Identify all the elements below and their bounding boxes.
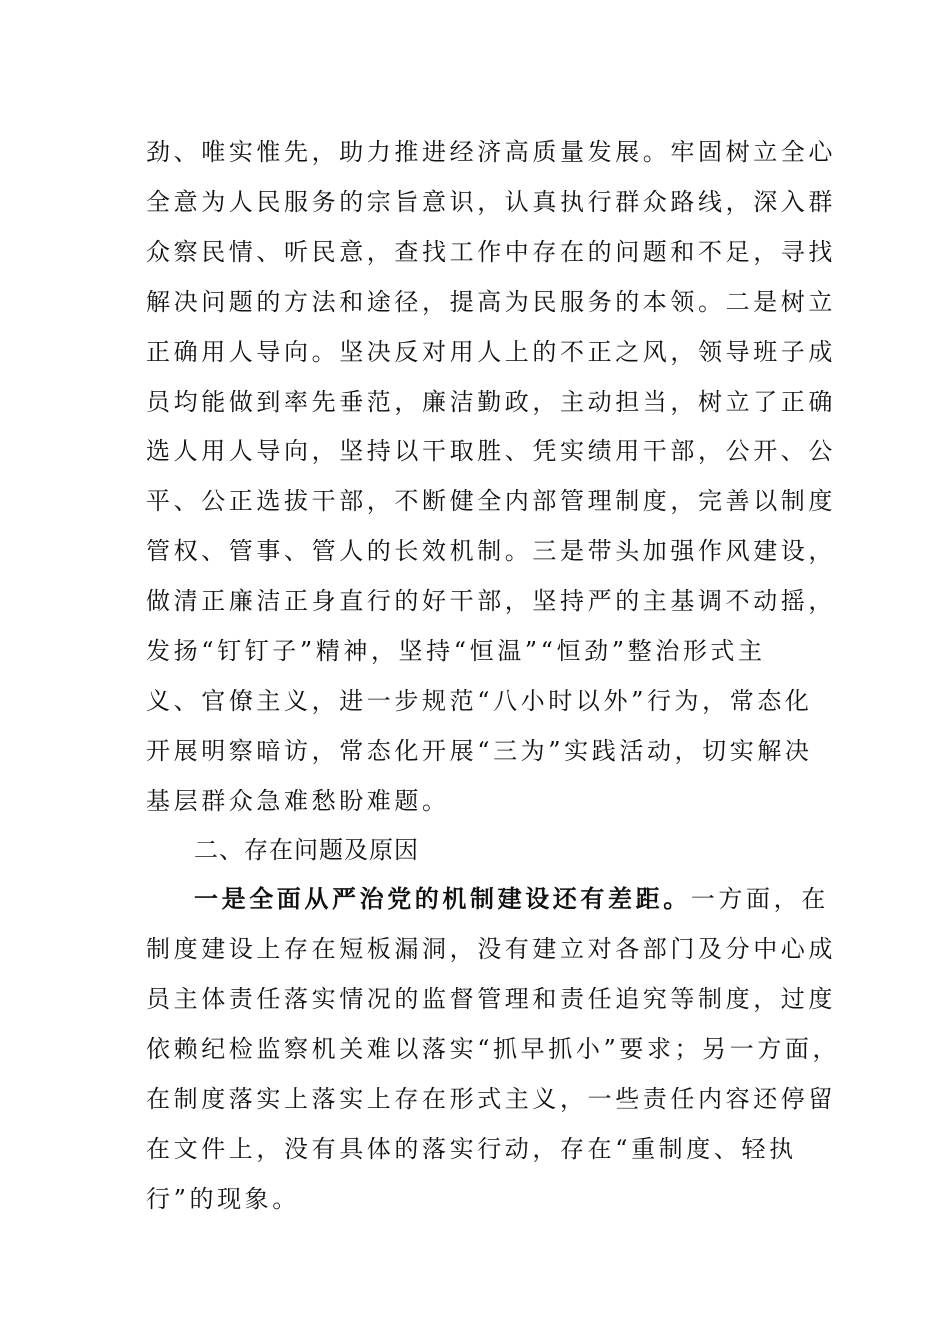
paragraph-1-line-10: 做清正廉洁正身直行的好干部，坚持严的主基调不动摇， <box>146 587 836 615</box>
paragraph-1-line-14: 基层群众急难愁盼难题。 <box>146 787 450 815</box>
paragraph-2-line-6: 在文件上，没有具体的落实行动，存在“重制度、轻执 <box>146 1135 797 1163</box>
paragraph-2-line-5: 在制度落实上落实上存在形式主义，一些责任内容还停留 <box>146 1085 836 1113</box>
section-heading: 二、存在问题及原因 <box>194 836 419 864</box>
paragraph-1-line-12: 义、官僚主义，进一步规范“八小时以外”行为，常态化 <box>146 687 813 715</box>
paragraph-1-line-11: 发扬“钉钉子”精神，坚持“恒温”“恒劲”整治形式主 <box>146 637 766 665</box>
paragraph-1-line-9: 管权、管事、管人的长效机制。三是带头加强作风建设， <box>146 537 836 565</box>
paragraph-1-line-5: 正确用人导向。坚决反对用人上的不正之风，领导班子成 <box>146 338 836 366</box>
paragraph-2-line-1 <box>194 874 874 924</box>
paragraph-1-line-6: 员均能做到率先垂范，廉洁勤政，主动担当，树立了正确 <box>146 388 836 416</box>
paragraph-1-line-8: 平、公正选拔干部，不断健全内部管理制度，完善以制度 <box>146 487 836 515</box>
paragraph-2-first-line-rest: 一方面，在 <box>690 885 829 913</box>
paragraph-1-line-3: 众察民情、听民意，查找工作中存在的问题和不足，寻找 <box>146 238 836 266</box>
paragraph-2-line-2: 制度建设上存在短板漏洞，没有建立对各部门及分中心成 <box>146 935 836 963</box>
paragraph-1-line-1: 劲、唯实惟先，助力推进经济高质量发展。牢固树立全心 <box>146 138 836 166</box>
paragraph-1-line-7: 选人用人导向，坚持以干取胜、凭实绩用干部，公开、公 <box>146 437 836 465</box>
paragraph-2-bold-lead: 一是全面从严治党的机制建设还有差距。 <box>194 884 691 913</box>
paragraph-2-line-4: 依赖纪检监察机关难以落实“抓早抓小”要求；另一方面， <box>146 1035 841 1063</box>
paragraph-2-line-3: 员主体责任落实情况的监督管理和责任追究等制度，过度 <box>146 985 836 1013</box>
paragraph-1-line-2: 全意为人民服务的宗旨意识，认真执行群众路线，深入群 <box>146 188 836 216</box>
paragraph-1-line-4: 解决问题的方法和途径，提高为民服务的本领。二是树立 <box>146 288 836 316</box>
paragraph-1-line-13: 开展明察暗访，常态化开展“三为”实践活动，切实解决 <box>146 737 813 765</box>
paragraph-2-line-7: 行”的现象。 <box>146 1185 300 1213</box>
